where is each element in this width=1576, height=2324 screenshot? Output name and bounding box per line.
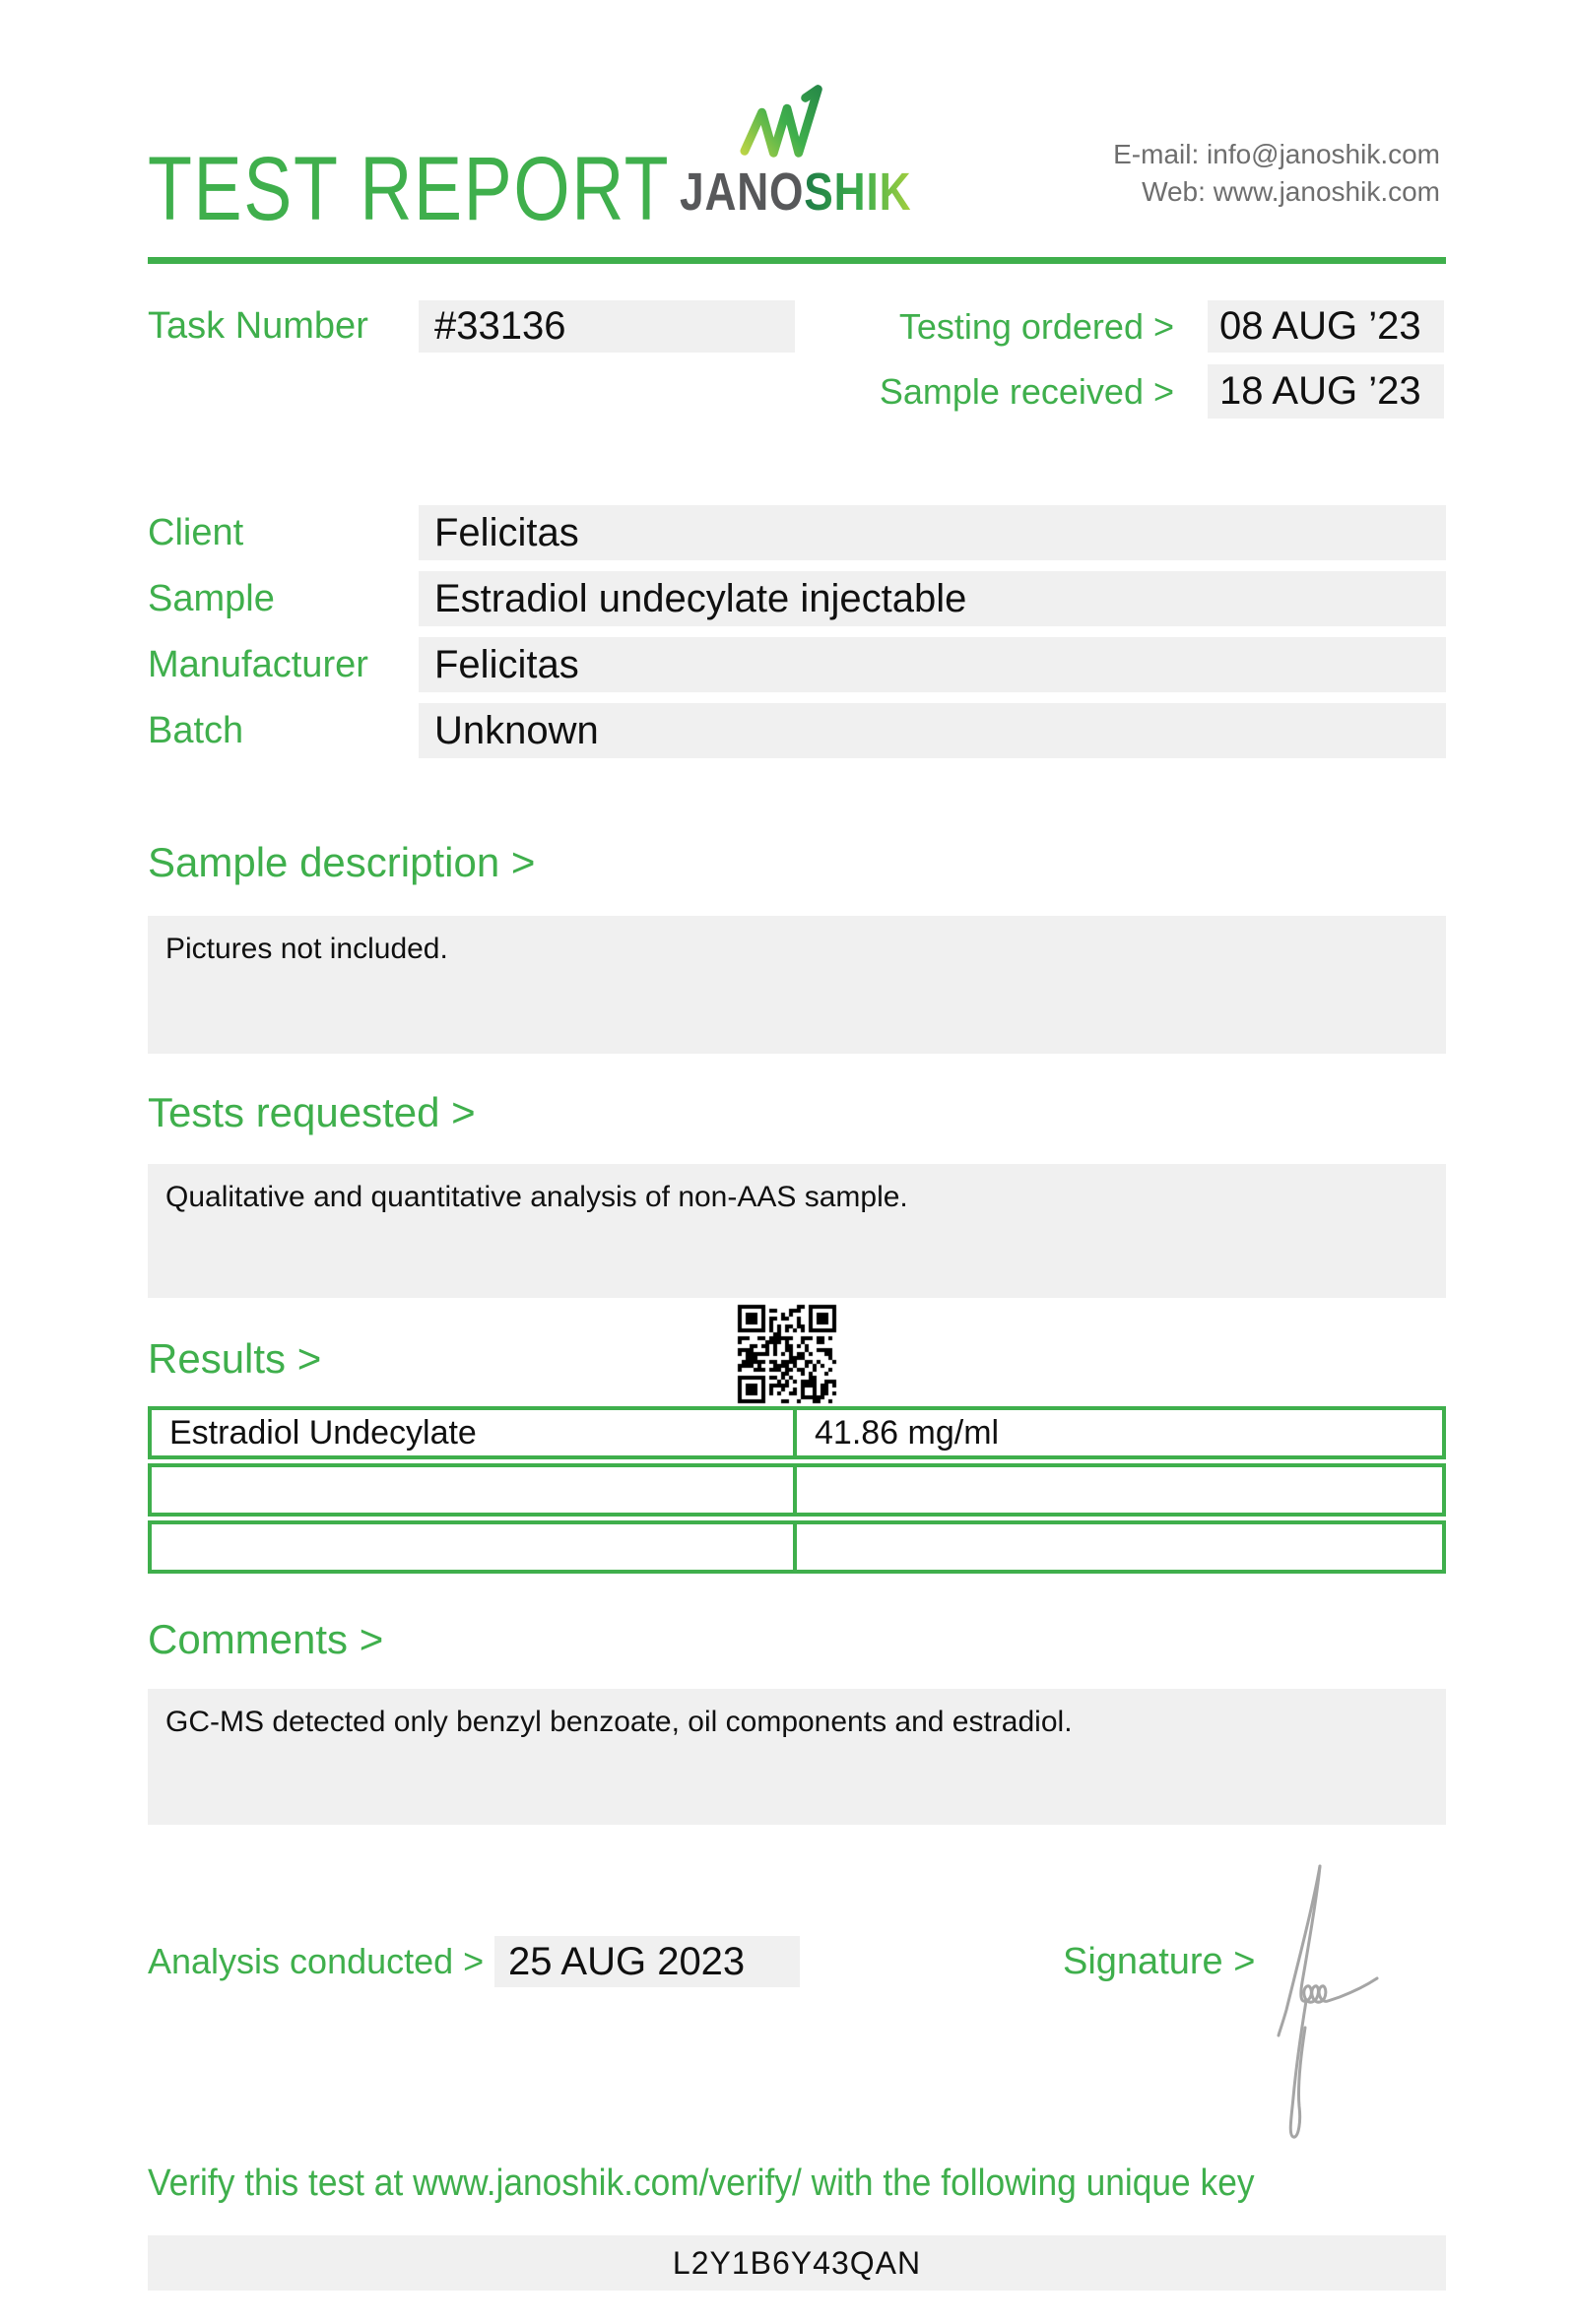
- results-heading: Results >: [148, 1335, 322, 1382]
- result-substance: Estradiol Undecylate: [152, 1410, 797, 1455]
- header-divider: [148, 257, 1446, 264]
- result-concentration: [797, 1524, 1442, 1570]
- task-number-label: Task Number: [148, 305, 368, 347]
- client-value: Felicitas: [419, 505, 1446, 560]
- tests-requested-text: Qualitative and quantitative analysis of non-AAS sample.: [165, 1181, 908, 1213]
- comments-text: GC-MS detected only benzyl benzoate, oil components and estradiol.: [165, 1706, 1073, 1738]
- sample-label: Sample: [148, 578, 275, 619]
- contact-web: Web: www.janoshik.com: [1142, 176, 1440, 207]
- tests-requested-box: [148, 1164, 1446, 1298]
- comments-heading: Comments >: [148, 1616, 384, 1662]
- sample-received-label: Sample received >: [879, 371, 1174, 412]
- logo-chart-icon: [740, 77, 836, 160]
- page-title: TEST REPORT: [148, 139, 671, 239]
- manufacturer-label: Manufacturer: [148, 644, 368, 685]
- sample-value: Estradiol undecylate injectable: [419, 571, 1446, 626]
- contact-block: [1113, 136, 1440, 211]
- result-concentration: 41.86 mg/ml: [815, 1414, 1000, 1452]
- batch-label: Batch: [148, 710, 244, 751]
- logo-wordmark: [680, 161, 912, 223]
- signature-scribble: [1261, 1817, 1458, 2157]
- comments-box: [148, 1689, 1446, 1825]
- analysis-conducted-value: 25 AUG 2023: [494, 1936, 800, 1987]
- logo-jano: JANO: [680, 162, 805, 222]
- sample-description-text: Pictures not included.: [165, 933, 448, 965]
- logo-shik: SHIK: [804, 162, 912, 222]
- signature-label: Signature >: [1063, 1941, 1256, 1982]
- results-row-3: [148, 1520, 1446, 1574]
- manufacturer-value: Felicitas: [419, 637, 1446, 692]
- batch-value: Unknown: [419, 703, 1446, 758]
- sample-description-heading: Sample description >: [148, 839, 536, 885]
- testing-ordered-label: Testing ordered >: [898, 306, 1174, 347]
- tests-requested-heading: Tests requested >: [148, 1089, 476, 1135]
- results-row-1: [148, 1406, 1446, 1459]
- sample-description-box: [148, 916, 1446, 1054]
- analysis-conducted-label: Analysis conducted >: [148, 1941, 485, 1981]
- task-number-value: #33136: [419, 300, 795, 353]
- result-substance: [152, 1524, 797, 1570]
- results-row-2: [148, 1463, 1446, 1517]
- qr-code: [737, 1304, 837, 1404]
- contact-email: E-mail: info@janoshik.com: [1113, 139, 1440, 169]
- testing-ordered-value: 08 AUG ’23: [1208, 300, 1444, 353]
- result-concentration: [797, 1467, 1442, 1513]
- verify-key: L2Y1B6Y43QAN: [148, 2235, 1446, 2291]
- client-label: Client: [148, 512, 244, 553]
- sample-received-value: 18 AUG ’23: [1208, 364, 1444, 419]
- results-table: [148, 1406, 1446, 1578]
- result-substance: [152, 1467, 797, 1513]
- verify-instruction: Verify this test at www.janoshik.com/verify/ with the following unique key: [148, 2163, 1255, 2204]
